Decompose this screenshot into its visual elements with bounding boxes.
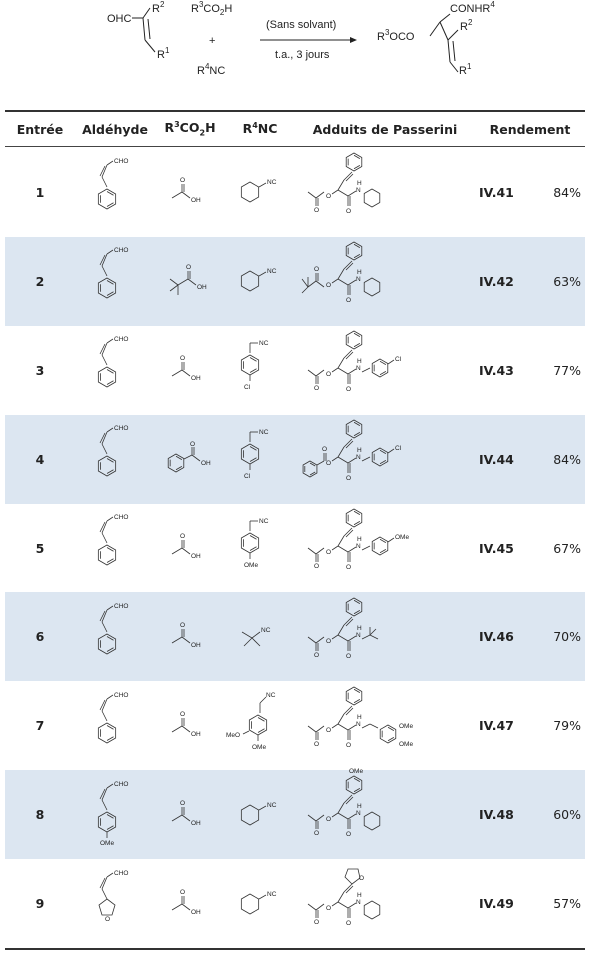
r2-sup: 2 xyxy=(159,0,165,9)
aldehyde-cell xyxy=(75,859,155,948)
svg-text:O: O xyxy=(326,637,332,645)
acid-cell xyxy=(155,415,225,504)
compound-id: IV.44 xyxy=(479,451,514,467)
acid-cell xyxy=(155,148,225,237)
entry-number: 4 xyxy=(35,451,45,467)
scheme-aldehyde xyxy=(107,0,170,61)
isocyanide-structure xyxy=(230,157,290,227)
svg-text:N: N xyxy=(356,631,361,639)
yield-cell xyxy=(475,237,585,326)
svg-text:O: O xyxy=(346,297,352,305)
svg-text:CHO: CHO xyxy=(114,158,129,166)
yield-cell xyxy=(475,770,585,859)
adduct-structure xyxy=(300,419,470,499)
adduct-structure xyxy=(300,597,470,677)
svg-text:CHO: CHO xyxy=(114,336,129,344)
table-header-rule xyxy=(5,146,585,147)
yield-cell xyxy=(475,681,585,770)
aldehyde-structure xyxy=(85,246,145,316)
aldehyde-structure xyxy=(85,335,145,405)
svg-text:O: O xyxy=(322,446,328,454)
entry-number: 1 xyxy=(35,184,45,200)
acid-structure xyxy=(160,528,220,568)
aldehyde-structure xyxy=(85,869,145,939)
r1-sup: 1 xyxy=(164,46,170,55)
adduct-structure xyxy=(300,864,470,944)
aldehyde-cell xyxy=(75,592,155,681)
svg-text:O: O xyxy=(314,740,320,748)
header-yield: Rendement xyxy=(489,121,571,137)
svg-text:H: H xyxy=(357,269,362,277)
aldehyde-structure xyxy=(85,602,145,672)
header-acid: $R^3CO_2H$ xyxy=(164,120,216,138)
svg-text:O: O xyxy=(314,651,320,659)
adduct-cell xyxy=(295,237,475,326)
acid-cell xyxy=(155,326,225,415)
svg-text:N: N xyxy=(356,720,361,728)
yield-cell xyxy=(475,415,585,504)
svg-text:O: O xyxy=(105,915,111,923)
adduct-structure xyxy=(300,241,470,321)
aldehyde-cell xyxy=(75,504,155,593)
svg-text:O: O xyxy=(326,282,332,290)
svg-text:N: N xyxy=(356,543,361,550)
yield-cell xyxy=(475,148,585,237)
header-aldehyde: Aldéhyde xyxy=(82,121,148,137)
aldehyde-cell xyxy=(75,770,155,859)
acid-cell xyxy=(155,681,225,770)
yield-value: 77% xyxy=(553,362,581,378)
svg-text:OMe: OMe xyxy=(399,722,414,730)
adduct-structure xyxy=(300,152,470,232)
entry-number: 2 xyxy=(35,273,45,289)
svg-text:R2 xyxy=(152,0,165,15)
svg-text:OH: OH xyxy=(191,375,201,383)
svg-text:R2: $R^2$ xyxy=(460,18,473,33)
svg-text:O: O xyxy=(346,386,352,394)
acid-cell xyxy=(155,859,225,948)
isocyanide-cell xyxy=(225,859,295,948)
svg-text:O: O xyxy=(346,475,352,483)
svg-text:H: H xyxy=(357,447,362,455)
svg-text:O: O xyxy=(180,621,186,629)
compound-id: IV.48 xyxy=(479,807,514,823)
svg-text:N: N xyxy=(356,898,361,906)
svg-text:OMe: OMe xyxy=(395,534,410,541)
svg-text:OH: OH xyxy=(191,641,201,649)
svg-text:O: O xyxy=(346,652,352,660)
acid-structure xyxy=(160,706,220,746)
svg-text:CHO: CHO xyxy=(114,869,129,877)
svg-text:O: O xyxy=(326,460,332,468)
svg-text:OMe: OMe xyxy=(244,562,259,569)
svg-text:O: O xyxy=(180,177,186,185)
table-row xyxy=(5,148,585,237)
isocyanide-cell xyxy=(225,237,295,326)
svg-text:R3CO2H: $R^3CO_2H$ xyxy=(191,0,233,17)
isocyanide-structure xyxy=(230,246,290,316)
svg-text:OMe: OMe xyxy=(100,839,115,847)
table-row xyxy=(5,681,585,770)
svg-text:O: O xyxy=(326,904,332,912)
reaction-scheme xyxy=(0,0,590,100)
svg-text:O: O xyxy=(186,264,192,272)
compound-id: IV.42 xyxy=(479,273,514,289)
isocyanide-structure xyxy=(230,780,290,850)
aldehyde-structure xyxy=(85,691,145,761)
isocyanide-structure xyxy=(230,869,290,939)
svg-text:NC: NC xyxy=(259,518,269,525)
svg-text:Cl: Cl xyxy=(244,473,251,481)
svg-text:O: O xyxy=(346,564,352,571)
table-row xyxy=(5,237,585,326)
aldehyde-structure xyxy=(85,157,145,227)
svg-text:Cl: Cl xyxy=(395,445,402,453)
acid-structure xyxy=(160,439,220,479)
svg-text:NC: NC xyxy=(261,626,271,634)
svg-text:NC: NC xyxy=(267,179,277,187)
table-row xyxy=(5,504,585,593)
svg-text:H: H xyxy=(357,180,362,188)
svg-text:O: O xyxy=(180,799,186,807)
isocyanide-cell xyxy=(225,681,295,770)
condition-top: (Sans solvant) xyxy=(266,19,337,31)
yield-value: 63% xyxy=(553,273,581,289)
aldehyde-cell xyxy=(75,681,155,770)
aldehyde-cell xyxy=(75,237,155,326)
r1-label: R xyxy=(157,49,165,61)
aldehyde-cell xyxy=(75,148,155,237)
acid-structure xyxy=(160,884,220,924)
svg-text:N: N xyxy=(356,276,361,284)
yield-value: 79% xyxy=(553,718,581,734)
adduct-structure xyxy=(300,686,470,766)
header-entry: Entrée xyxy=(16,121,64,137)
aldehyde-cho-label: OHC xyxy=(107,13,132,25)
adduct-cell xyxy=(295,681,475,770)
svg-text:O: O xyxy=(359,874,365,882)
compound-id: IV.45 xyxy=(479,540,514,556)
svg-text:H: H xyxy=(357,624,362,632)
reaction-arrow xyxy=(260,19,357,61)
svg-text:N: N xyxy=(356,187,361,195)
yield-value: 57% xyxy=(553,896,581,912)
acid-structure xyxy=(160,795,220,835)
scheme-acid xyxy=(191,0,232,77)
svg-text:NC: NC xyxy=(267,890,277,898)
plus-sign: + xyxy=(209,35,216,47)
adduct-cell xyxy=(295,767,475,859)
svg-text:OMe: OMe xyxy=(399,740,414,748)
svg-text:CHO: CHO xyxy=(114,247,129,255)
yield-cell xyxy=(475,592,585,681)
svg-text:Cl: Cl xyxy=(244,384,251,392)
table-row xyxy=(5,326,585,415)
entry-number: 6 xyxy=(35,629,45,645)
svg-text:MeO: MeO xyxy=(226,731,241,739)
svg-text:O: O xyxy=(346,741,352,749)
adduct-structure xyxy=(300,508,470,588)
isocyanide-structure xyxy=(226,691,290,761)
isocyanide-cell xyxy=(225,326,295,415)
svg-text:OH: OH xyxy=(197,284,207,292)
svg-text:O: O xyxy=(180,355,186,363)
aldehyde-structure xyxy=(85,424,145,494)
svg-text:N: N xyxy=(356,454,361,462)
svg-text:NC: NC xyxy=(267,801,277,809)
svg-text:OMe: OMe xyxy=(349,767,364,775)
svg-text:N: N xyxy=(356,365,361,373)
svg-text:CHO: CHO xyxy=(114,425,129,433)
svg-text:O: O xyxy=(326,815,332,823)
acid-structure xyxy=(160,172,220,212)
entry-number: 5 xyxy=(35,540,45,556)
svg-text:O: O xyxy=(326,371,332,379)
compound-id: IV.43 xyxy=(479,362,514,378)
svg-text:H: H xyxy=(357,891,362,899)
svg-text:CONHR4: CONHR$^4$ xyxy=(450,0,495,15)
acid-structure xyxy=(160,617,220,657)
table-top-rule xyxy=(5,110,585,112)
svg-text:O: O xyxy=(314,918,320,926)
svg-text:H: H xyxy=(357,713,362,721)
svg-text:O: O xyxy=(346,919,352,927)
entry-number: 7 xyxy=(35,718,45,734)
table-row xyxy=(5,859,585,948)
acid-cell xyxy=(155,770,225,859)
svg-text:N: N xyxy=(356,809,361,817)
table-body xyxy=(5,148,585,948)
table-row xyxy=(5,767,585,859)
svg-text:OH: OH xyxy=(191,819,201,827)
isocyanide-structure xyxy=(230,335,290,405)
svg-text:NC: NC xyxy=(267,268,277,276)
yield-cell xyxy=(475,326,585,415)
svg-text:NC: NC xyxy=(266,691,276,699)
table-row xyxy=(5,592,585,681)
table-row xyxy=(5,415,585,504)
r2-label: R xyxy=(152,3,160,15)
svg-text:OMe: OMe xyxy=(252,743,267,751)
yield-value: 67% xyxy=(553,540,581,556)
yield-value: 84% xyxy=(553,184,581,200)
svg-text:O: O xyxy=(326,549,332,556)
adduct-structure xyxy=(300,330,470,410)
adduct-cell xyxy=(295,326,475,415)
yield-cell xyxy=(475,504,585,593)
aldehyde-structure xyxy=(85,513,145,583)
yield-value: 70% xyxy=(553,629,581,645)
svg-text:OH: OH xyxy=(191,197,201,205)
header-isocyanide: $R^4NC$ xyxy=(242,121,278,137)
table-header xyxy=(5,114,585,144)
svg-text:O: O xyxy=(314,829,320,837)
aldehyde-cell xyxy=(75,415,155,504)
acid-structure xyxy=(160,350,220,390)
svg-text:O: O xyxy=(180,710,186,718)
acid-cell xyxy=(155,504,225,593)
svg-text:OH: OH xyxy=(201,460,211,468)
scheme-product xyxy=(377,0,495,77)
svg-text:CHO: CHO xyxy=(114,780,129,788)
isocyanide-cell xyxy=(225,592,295,681)
svg-text:CHO: CHO xyxy=(114,514,129,521)
table-bottom-rule xyxy=(5,948,585,950)
adduct-structure xyxy=(300,767,470,855)
yield-value: 84% xyxy=(553,451,581,467)
compound-id: IV.49 xyxy=(479,896,514,912)
compound-id: IV.41 xyxy=(479,184,514,200)
svg-text:O: O xyxy=(346,208,352,216)
yield-value: 60% xyxy=(553,807,581,823)
svg-text:OH: OH xyxy=(191,553,201,560)
entry-number: 9 xyxy=(35,896,45,912)
svg-text:O: O xyxy=(314,385,320,393)
svg-text:O: O xyxy=(190,441,196,449)
svg-text:NC: NC xyxy=(259,429,269,437)
header-adduct: Adduits de Passerini xyxy=(312,121,458,137)
isocyanide-cell xyxy=(225,770,295,859)
aldehyde-structure xyxy=(85,780,145,850)
svg-text:O: O xyxy=(326,726,332,734)
isocyanide-cell xyxy=(225,148,295,237)
svg-text:H: H xyxy=(357,358,362,366)
isocyanide-cell xyxy=(225,415,295,504)
isocyanide-structure xyxy=(230,513,290,583)
acid-cell xyxy=(155,592,225,681)
svg-text:O: O xyxy=(314,207,320,215)
svg-text:O: O xyxy=(180,533,186,540)
svg-text:R1: $R^1$ xyxy=(459,62,472,77)
svg-text:O: O xyxy=(346,830,352,838)
isocyanide-structure xyxy=(230,424,290,494)
adduct-cell xyxy=(295,859,475,948)
aldehyde-cell xyxy=(75,326,155,415)
adduct-cell xyxy=(295,504,475,593)
svg-text:O: O xyxy=(314,266,320,274)
svg-text:O: O xyxy=(314,563,320,570)
acid-structure xyxy=(160,261,220,301)
condition-bottom: t.a., 3 jours xyxy=(275,49,330,61)
svg-text:CHO: CHO xyxy=(114,691,129,699)
svg-text:R4NC: $R^4NC$ xyxy=(197,62,226,77)
acid-cell xyxy=(155,237,225,326)
svg-text:Cl: Cl xyxy=(395,356,402,364)
isocyanide-structure xyxy=(230,602,290,672)
svg-text:R3OCO: $R^3OCO$ xyxy=(377,28,415,43)
adduct-cell xyxy=(295,148,475,237)
compound-id: IV.46 xyxy=(479,629,514,645)
isocyanide-cell xyxy=(225,504,295,593)
svg-text:OH: OH xyxy=(191,908,201,916)
svg-text:H: H xyxy=(357,536,362,543)
compound-id: IV.47 xyxy=(479,718,514,734)
svg-text:NC: NC xyxy=(259,340,269,348)
adduct-cell xyxy=(295,415,475,504)
svg-text:O: O xyxy=(326,193,332,201)
svg-text:CHO: CHO xyxy=(114,602,129,610)
entry-number: 3 xyxy=(35,362,45,378)
yield-cell xyxy=(475,859,585,948)
svg-text:H: H xyxy=(357,802,362,810)
adduct-cell xyxy=(295,592,475,681)
svg-text:R1 xyxy=(157,46,170,61)
svg-text:OH: OH xyxy=(191,730,201,738)
svg-text:O: O xyxy=(180,888,186,896)
entry-number: 8 xyxy=(35,807,45,823)
